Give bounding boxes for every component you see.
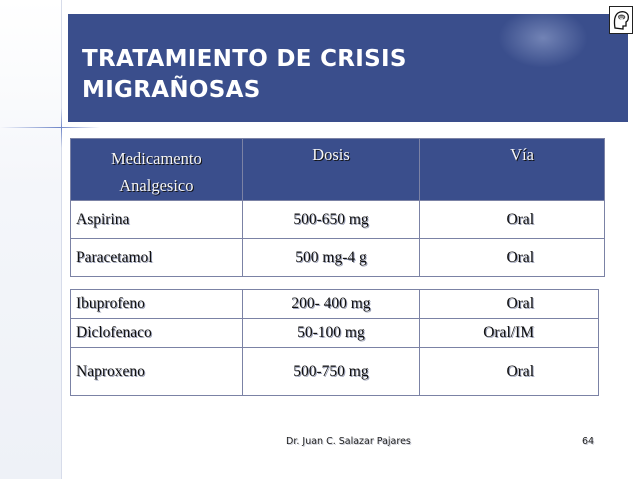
slide-title xyxy=(82,44,602,106)
cell-medicamento: Aspirina xyxy=(71,201,243,239)
treatment-table-secondary xyxy=(70,289,599,396)
title-line-1: TRATAMIENTO DE CRISIS xyxy=(82,46,407,72)
cell-dosis: 500 mg-4 g xyxy=(242,239,420,277)
title-line-2: MIGRAÑOSAS xyxy=(82,77,261,103)
left-decor-band xyxy=(0,0,62,479)
header-via: Vía xyxy=(420,139,605,201)
table-row xyxy=(71,348,599,396)
header-medicamento xyxy=(71,139,243,201)
cell-via: Oral xyxy=(420,239,605,277)
title-bar xyxy=(68,14,628,122)
cell-dosis: 50-100 mg xyxy=(242,319,420,348)
decor-cross-vertical xyxy=(61,108,62,148)
cell-medicamento: Paracetamol xyxy=(71,239,243,277)
cell-via: Oral/IM xyxy=(420,319,599,348)
cell-via: Oral xyxy=(420,201,605,239)
decor-cross-horizontal xyxy=(0,127,100,128)
cell-medicamento: Naproxeno xyxy=(71,348,243,396)
cell-dosis: 200- 400 mg xyxy=(242,290,420,319)
footer-page-number: 64 xyxy=(582,436,595,447)
cell-dosis: 500-750 mg xyxy=(242,348,420,396)
header-medicamento-line2: Analgesico xyxy=(119,176,194,195)
header-dosis: Dosis xyxy=(242,139,420,201)
footer-author: Dr. Juan C. Salazar Pajares xyxy=(286,436,411,447)
cell-medicamento: Ibuprofeno xyxy=(71,290,243,319)
decor-vertical-line xyxy=(61,0,62,479)
treatment-table-main xyxy=(70,138,605,277)
cell-via: Oral xyxy=(420,290,599,319)
table-row xyxy=(71,319,599,348)
logo-graphic xyxy=(611,8,631,32)
cell-dosis: 500-650 mg xyxy=(242,201,420,239)
table-row xyxy=(71,239,605,277)
table-row xyxy=(71,290,599,319)
table-header-row xyxy=(71,139,605,201)
cell-via: Oral xyxy=(420,348,599,396)
table-row xyxy=(71,201,605,239)
cell-medicamento: Diclofenaco xyxy=(71,319,243,348)
brain-head-logo-icon xyxy=(609,6,633,34)
header-medicamento-line1: Medicamento xyxy=(111,149,202,168)
